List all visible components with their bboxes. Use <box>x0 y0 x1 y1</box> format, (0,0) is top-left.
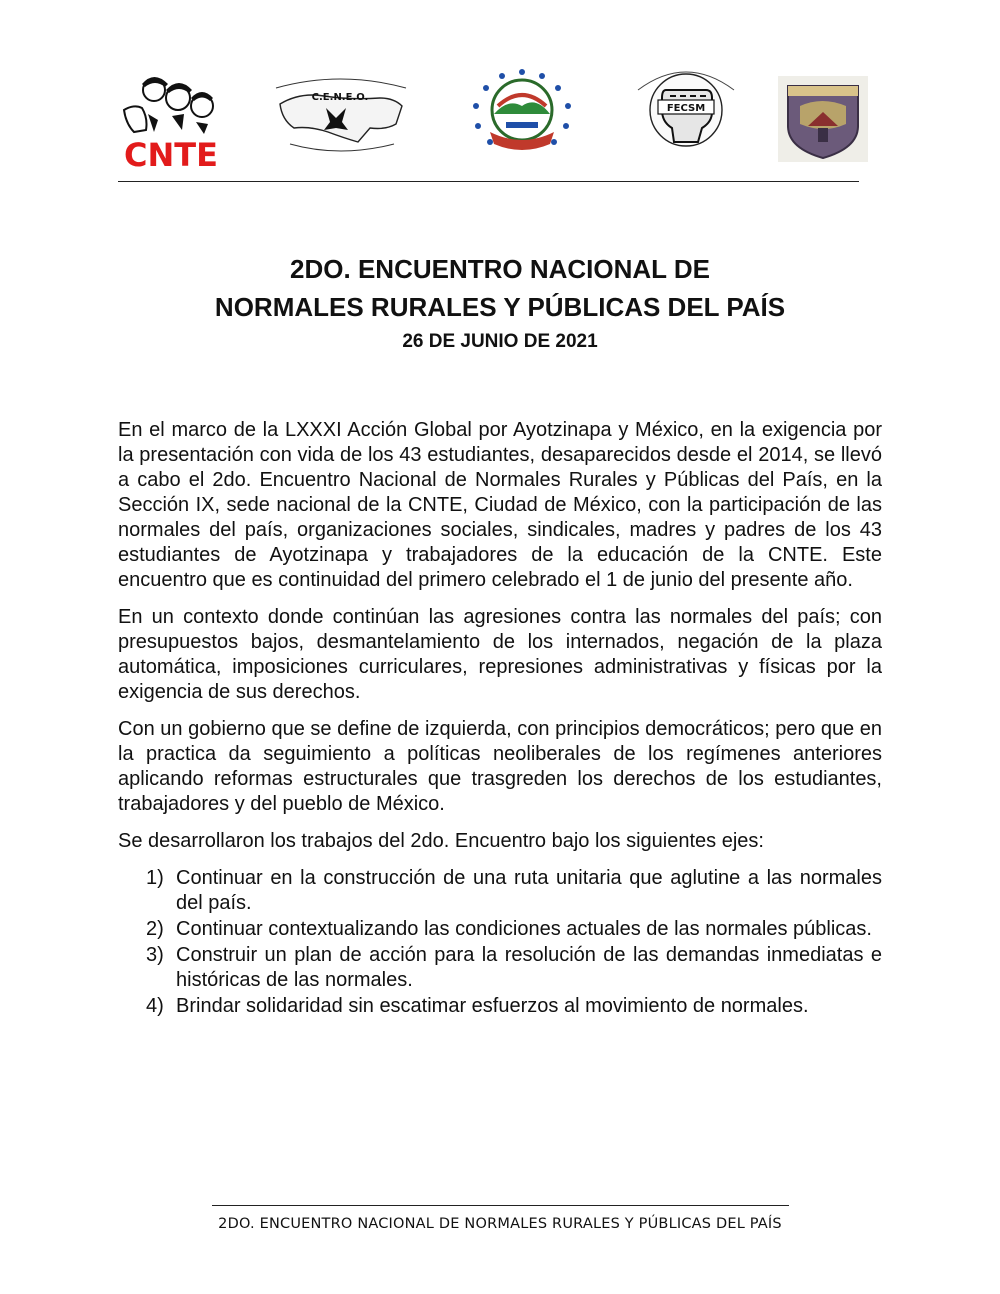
paragraph-2: En un contexto donde continúan las agresiones contra las normales del país; con presupuestos bajos, desmantelamiento de los internados, negación de la plaza automática, imposiciones curriculares, represiones administrativas y físicas por la exigencia de sus derechos. <box>118 606 882 703</box>
list-item-number: 2) <box>146 918 164 940</box>
list-item-text: Brindar solidaridad sin escatimar esfuerzos al movimiento de normales. <box>176 995 809 1017</box>
list-item-number: 1) <box>146 867 164 889</box>
header-rule <box>118 181 859 182</box>
ceneo-logo-icon <box>266 68 414 158</box>
title-line-1: 2DO. ENCUENTRO NACIONAL DE <box>290 254 710 284</box>
cnte-logo-text: CNTE <box>124 136 218 174</box>
document-body <box>118 418 882 1020</box>
list-item <box>118 866 882 916</box>
title-date: 26 DE JUNIO DE 2021 <box>402 331 598 352</box>
axes-list <box>118 866 882 1019</box>
paragraph-3: Con un gobierno que se define de izquierda, con principios democráticos; pero que en la practica da seguimiento a políticas neoliberales de los regímenes anteriores aplicando reformas estructurales que trasgreden los derechos de los estudiantes, trabajadores y del pueblo de México. <box>118 718 882 815</box>
list-item-text: Construir un plan de acción para la resolución de las demandas inmediatas e históricas de las normales. <box>176 944 882 991</box>
ceneo-logo-text: C.E.N.E.O. <box>311 92 369 103</box>
title-line-2: NORMALES RURALES Y PÚBLICAS DEL PAÍS <box>214 292 786 322</box>
cnte-logo-icon <box>118 70 226 174</box>
logo-strip <box>118 60 868 174</box>
footer-rule <box>212 1205 789 1206</box>
fecsm-logo-text: FECSM <box>666 103 706 114</box>
list-item <box>118 917 882 942</box>
footer-text: 2DO. ENCUENTRO NACIONAL DE NORMALES RURALES Y PÚBLICAS DEL PAÍS <box>218 1216 782 1232</box>
list-item-text: Continuar contextualizando las condiciones actuales de las normales públicas. <box>176 918 872 940</box>
rural-normal-shield-icon <box>778 76 868 162</box>
list-item-number: 4) <box>146 995 164 1017</box>
fecsm-fist-logo-icon <box>630 60 742 156</box>
paragraph-4: Se desarrollaron los trabajos del 2do. Encuentro bajo los siguientes ejes: <box>118 830 764 852</box>
list-item-number: 3) <box>146 944 164 966</box>
list-item <box>118 994 882 1019</box>
paragraph-1: En el marco de la LXXXI Acción Global por Ayotzinapa y México, en la exigencia por la presentación con vida de los 43 estudiantes, desaparecidos desde el 2014, se llevó a cabo el 2do. Encuentro Nacional de Normales Rurales y Públicas del País, en la Sección IX, sede nacional de la CNTE, Ciudad de México, con la participación de las normales del país, organizaciones sociales, sindicales, madres y padres de los 43 estudiantes de Ayotzinapa y trabajadores de la educación de la CNTE. Este encuentro que es continuidad del primero celebrado el 1 de junio del presente año. <box>118 419 882 591</box>
normal-school-seal-icon <box>468 66 576 162</box>
list-item-text: Continuar en la construcción de una ruta unitaria que aglutine a las normales del país. <box>176 867 882 914</box>
list-item <box>118 943 882 993</box>
